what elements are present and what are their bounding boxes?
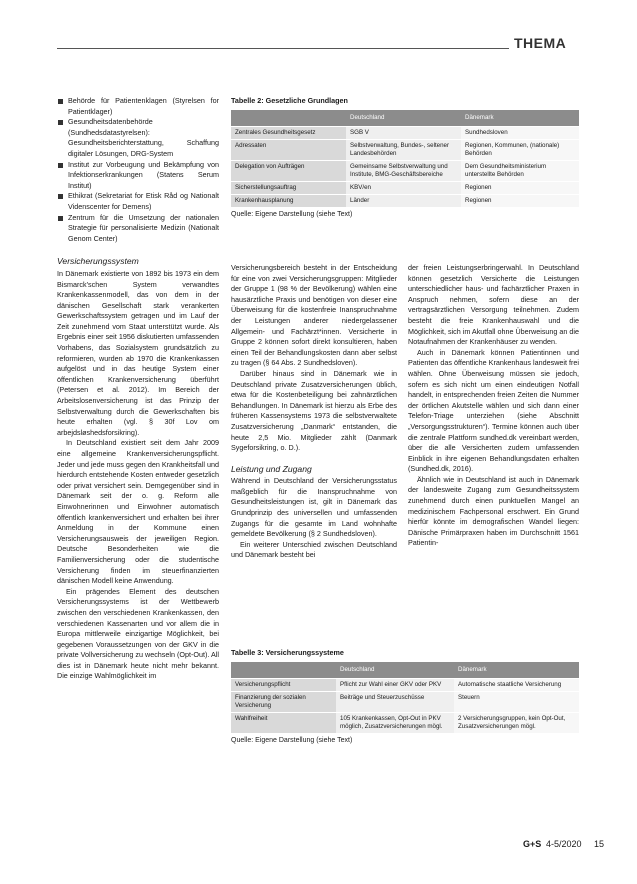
list-item: Zentrum für die Umsetzung der nationalen Strategie für personalisierte Medizin (Nationalt Genom Center) <box>57 213 219 245</box>
table-row <box>231 182 579 195</box>
table-2-block <box>231 96 579 218</box>
paragraph: Versicherungsbereich besteht in der Entscheidung für eine von zwei Versicherungsgruppen: Mitglieder der Gruppe 1 (98 % der Bevölkerung) wählen eine hausärztliche Praxis und benötigen von dieser eine Überweisung für die kostenfreie Inanspruchnahme der Leistungen anderer niedergelassener Allgemein- und Fachärzt*innen. Versicherte in Gruppe 2 können sofort direkt konsultieren, haben einen Teil der Behandlungskosten dann aber selbst zu tragen (§ 64 Abs. 2 Sundhedsloven). <box>231 263 397 368</box>
table-cell: Dem Gesundheitsministerium unterstellte Behörden <box>461 161 579 182</box>
table-cell: Finanzierung der sozialen Versicherung <box>231 692 336 713</box>
list-item: Behörde für Patientenklagen (Styrelsen for Patientklager) <box>57 96 219 117</box>
table-cell: Regionen <box>461 182 579 195</box>
paragraph: Während in Deutschland der Versicherungsstatus maßgeblich für die Inanspruchnahme von Gesundheitsleistungen ist, gilt in Dänemark das Grundprinzip des universellen und umfassenden Zugangs für die gesamte im Land wohnhafte gemeldete Bevölkerung (§ 2 Sundhedsloven). <box>231 476 397 539</box>
table-row <box>231 713 579 734</box>
paragraph: In Deutschland existiert seit dem Jahr 2009 eine allgemeine Krankenversicherungspflicht. Jeder und jede muss gegen den Krankheitsfall und hierdurch entstehende Kosten entweder gesetzlich oder privat versichert sein. Demgegenüber sind in Dänemark seit der o. g. Reform alle Einwohnerinnen und Einwohner automatisch öffentlich krankenversichert und erhalten bei ihrer Anmeldung in der Kommune einen Versicherungsausweis der jeweiligen Region. Deutsche Besonderheiten wie die Familienversicherung oder die studentische Versicherung finden im steuerfinanzierten dänischen Modell keine Anwendung. <box>57 438 219 586</box>
table-source: Quelle: Eigene Darstellung (siehe Text) <box>231 737 353 744</box>
table-cell: Sundhedsloven <box>461 127 579 140</box>
table-cell: Länder <box>346 195 461 208</box>
legal-basis-table <box>231 110 579 207</box>
table-header-row <box>231 662 579 679</box>
section-title: THEMA <box>514 35 567 51</box>
table-cell: Gemeinsame Selbstverwaltung und Institute, BMG-Geschäftsbereiche <box>346 161 461 182</box>
table-cell: Selbstverwaltung, Bundes-, seltener Landesbehörden <box>346 140 461 161</box>
insurance-systems-table <box>231 662 579 733</box>
list-item: Ethikrat (Sekretariat for Etisk Råd og Nationalt Videnscenter for Demens) <box>57 191 219 212</box>
table-caption: Tabelle 2: Gesetzliche Grundlagen <box>231 96 348 105</box>
list-item: Institut zur Vorbeugung und Bekämpfung von Infektionserkrankungen (Statens Serum Institut) <box>57 160 219 192</box>
table-cell: Delegation von Aufträgen <box>231 161 346 182</box>
table-header <box>231 662 336 679</box>
table-header: Dänemark <box>454 662 579 679</box>
table-cell: Adressaten <box>231 140 346 161</box>
middle-column <box>231 263 397 561</box>
table-cell: Sicherstellungsauftrag <box>231 182 346 195</box>
table-header <box>231 110 346 127</box>
table-header-row <box>231 110 579 127</box>
paragraph: Darüber hinaus sind in Dänemark wie in Deutschland private Zusatzversicherungen üblich, etwa für die Kostenbeteiligung bei zahnärztlichen Behandlungen. In Dänemark ist hierzu als Erbe des früheren Kassensystems 1973 die selbstverwaltete Zusatzversicherung „Danmark“ entstanden, die heute 2,5 Mio. Mitglieder zählt (Danmark Sygeforsikring, o. D.). <box>231 368 397 453</box>
paragraph: In Dänemark existierte von 1892 bis 1973 ein dem Bismarck’schen System verwandtes Krankenkassenmodell, das von dem in der dänischen Gesellschaft stark verankerten Gewerkschaftssystem getragen und im Lauf der Zeit zunehmend vom Staat unterstützt wurde. Als Ergebnis einer seit 1956 diskutierten umfassenden Vorhabens, das Sozialsystem grundsätzlich zu reformieren, wurden ab 1970 die Krankenkassen aufgelöst und in das heutige System einer öffentlichen Krankenversicherung überführt (Petersen et al. 2012). Im Bereich der Arbeitslosenversicherung ist das Prinzip der Selbstverwaltung durch die Gewerkschaften bis heute erhalten (vgl. § 30f Lov om arbejdsløshedsforsikring). <box>57 268 219 437</box>
section-heading: Versicherungssystem <box>57 256 139 267</box>
table-cell: Beiträge und Steuerzuschüsse <box>336 692 454 713</box>
paragraph: Ähnlich wie in Deutschland ist auch in Dänemark der landesweite Zugang zum Gesundheitssystem zunehmend durch einen punktuellen Mangel an medizinischem Fachpersonal erschwert. Ein Grund hierfür könnte im demografischen Wandel liegen: Dänische Primärpraxen haben im Durchschnitt 1561 Patientin- <box>408 474 579 548</box>
table-row <box>231 679 579 692</box>
journal-name: G+S <box>523 839 542 849</box>
issue-number: 4-5/2020 <box>546 839 582 849</box>
table-cell: 2 Versicherungsgruppen, kein Opt-Out, Zusatzversicherungen mögl. <box>454 713 579 734</box>
list-item: Gesundheitsdatenbehörde (Sundhedsdatastyrelsen): Gesundheitsberichterstattung, Schaffung digitaler Lösungen, DRG-System <box>57 117 219 159</box>
table-cell: Pflicht zur Wahl einer GKV oder PKV <box>336 679 454 692</box>
table-cell: Steuern <box>454 692 579 713</box>
table-row <box>231 692 579 713</box>
table-row <box>231 140 579 161</box>
table-caption: Tabelle 3: Versicherungssysteme <box>231 648 344 657</box>
table-cell: Regionen <box>461 195 579 208</box>
paragraph: Auch in Dänemark können Patientinnen und Patienten das öffentliche Krankenhaus landesweit frei wählen. Ohne Überweisung müssen sie jedoch, sofern es sich nicht um einen eindeutigen Notfall handelt, in entsprechenden freien Zeiten die Nummer der örtlichen Akutstelle wählen und sich dann einer Telefon-Triage unterziehen (siehe Abschnitt „Versorgungsstrukturen“). Termine können auch über die zentrale Plattform sundhed.dk vereinbart werden, über die alle Versicherten zudem umfassenden Einblick in ihre eigenen Behandlungsdaten erhalten (Sundhed.dk, 2016). <box>408 347 579 474</box>
paragraph: der freien Leistungserbringerwahl. In Deutschland können gesetzlich Versicherte die Leistungen unterschiedlicher haus- und fachärztlicher Praxen in Anspruch nehmen, sofern diese an der vertragsärztlichen Versorgung teilnehmen. Zudem besteht die freie Krankenhauswahl und die Möglichkeit, sich im Akutfall ohne Überweisung an die Notaufnahmen der Krankenhäuser zu wenden. <box>408 263 579 347</box>
table-cell: Zentrales Gesundheitsgesetz <box>231 127 346 140</box>
table-3-block <box>231 648 579 744</box>
section-heading: Leistung und Zugang <box>231 463 312 474</box>
left-column <box>57 96 219 682</box>
table-cell: Versicherungspflicht <box>231 679 336 692</box>
table-cell: Krankenhausplanung <box>231 195 346 208</box>
table-header: Dänemark <box>461 110 579 127</box>
table-cell: 105 Krankenkassen, Opt-Out in PKV möglich, Zusatzversicherungen mögl. <box>336 713 454 734</box>
table-row <box>231 161 579 182</box>
table-cell: Wahlfreiheit <box>231 713 336 734</box>
authority-list <box>57 96 219 244</box>
table-header: Deutschland <box>346 110 461 127</box>
page-number: 15 <box>594 839 605 849</box>
table-cell: KBV/en <box>346 182 461 195</box>
table-header: Deutschland <box>336 662 454 679</box>
paragraph: Ein prägendes Element des deutschen Versicherungssystems ist der Wettbewerb zwischen den verschiedenen Krankenkassen, den verschiedenen Kassenarten und vor allem die in Europa mittlerweile einzigartige Möglichkeit, bei gegebenen Voraussetzungen von der GKV in die private Vollversicherung zu wechseln (Opt-Out). All dies ist in Dänemark heute nicht mehr bekannt. Die einzige Wahlmöglichkeit im <box>57 586 219 681</box>
header-rule <box>57 48 509 49</box>
table-cell: Automatische staatliche Versicherung <box>454 679 579 692</box>
table-row <box>231 127 579 140</box>
table-row <box>231 195 579 208</box>
table-cell: Regionen, Kommunen, (nationale) Behörden <box>461 140 579 161</box>
table-cell: SGB V <box>346 127 461 140</box>
paragraph: Ein weiterer Unterschied zwischen Deutschland und Dänemark besteht bei <box>231 539 397 560</box>
right-column <box>408 263 579 549</box>
table-source: Quelle: Eigene Darstellung (siehe Text) <box>231 211 353 218</box>
